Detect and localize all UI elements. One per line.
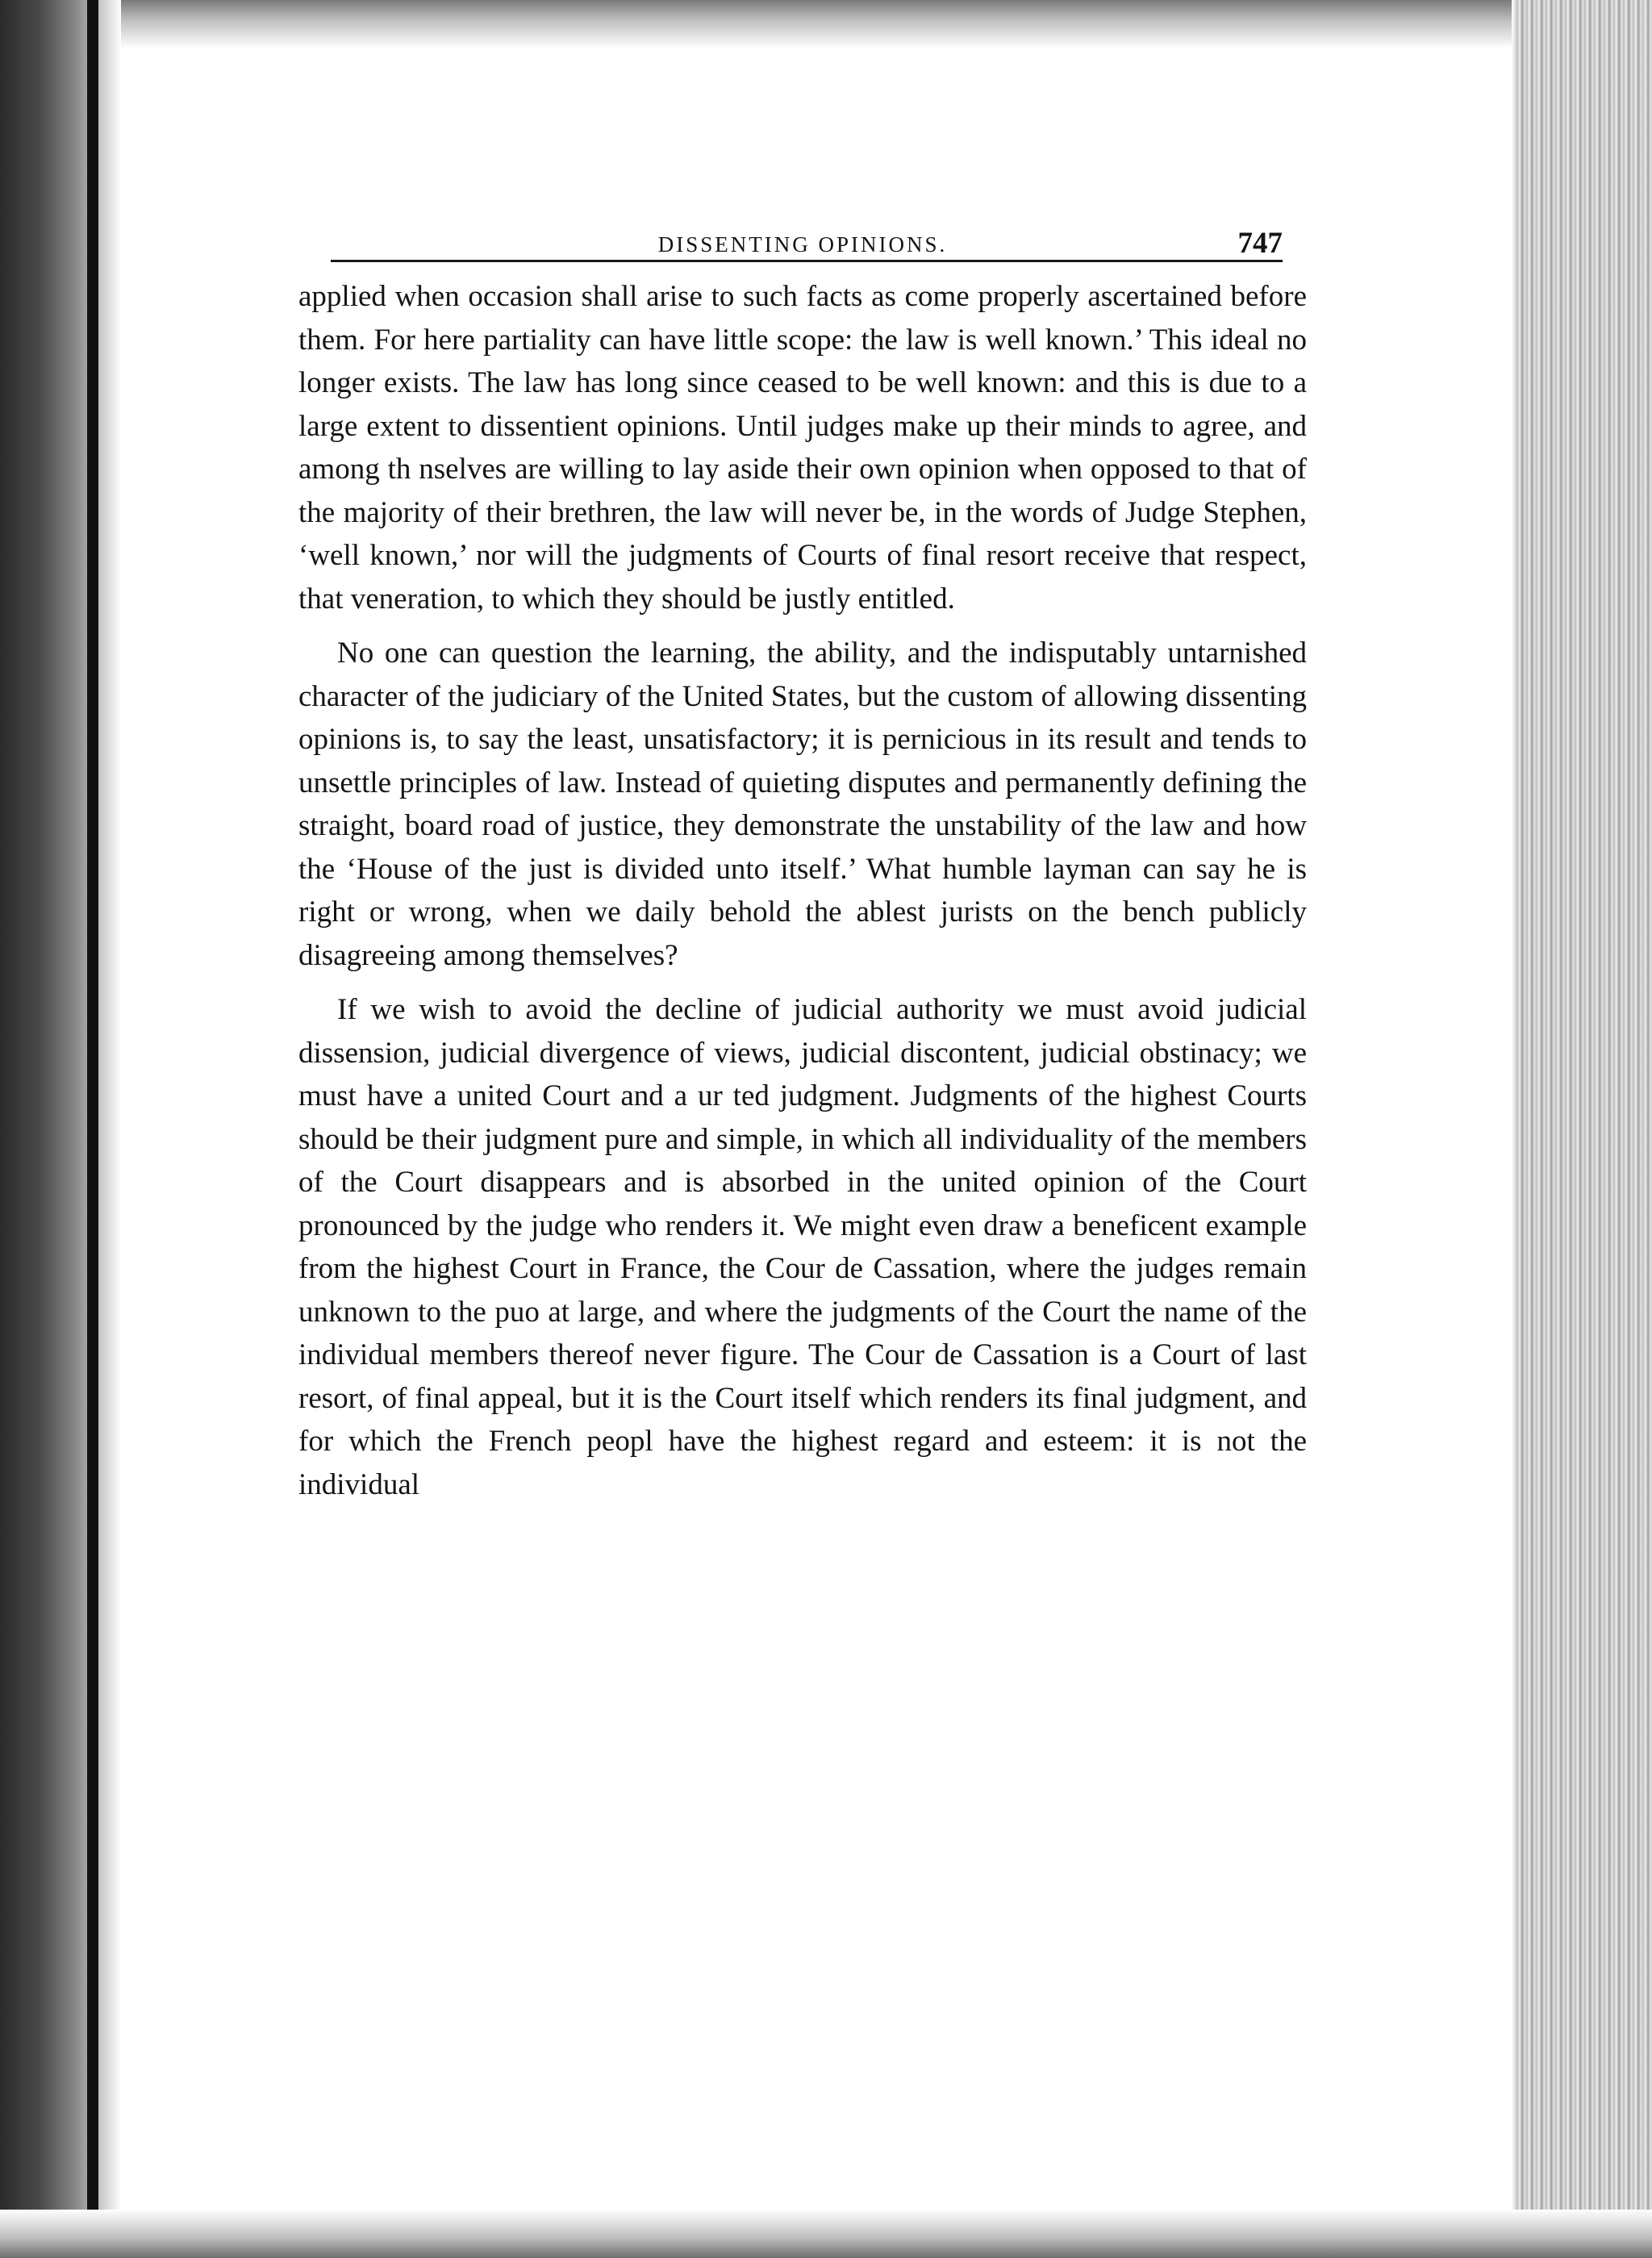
- paragraph-3: If we wish to avoid the decline of judicial authority we must avoid judicial dissension, judicial divergence of views, judicial discontent, judicial obstinacy; we must have a united Court and a ur ted judgment. Judgments of the highest Courts should be their judgment pure and simple, in which all individuality of the members of the Court disappears and is absorbed in the united opinion of the Court pronounced by the judge who renders it. We might even draw a beneficent example from the highest Court in France, the Cour de Cassation, where the judges remain unknown to the puo at large, and where the judgments of the Court the name of the individual members thereof never figure. The Cour de Cassation is a Court of last resort, of final appeal, but it is the Court itself which renders its final judgment, and for which the French peopl have the highest regard and esteem: it is not the individual: [298, 993, 1307, 1501]
- top-scan-edge: [0, 0, 1652, 48]
- page-number: 747: [1237, 227, 1283, 260]
- paragraph-2: No one can question the learning, the ability, and the indisputably untarnished character of the judiciary of the United States, but the custom of allowing dissenting opinions is, to say the least, unsatisfactory; it is pernicious in its result and tends to unsettle principles of law. Instead of quieting disputes and permanently defining the straight, board road of justice, they demonstrate the unstability of the law and how the ‘House of the just is divided unto itself.’ What humble layman can say he is right or wrong, when we daily behold the ablest jurists on the bench publicly disagreeing among themselves?: [298, 636, 1307, 972]
- left-binding-shadow: [0, 0, 121, 2258]
- bottom-scan-edge: [0, 2210, 1652, 2258]
- running-head-rule: [331, 260, 1283, 262]
- body-text: [298, 275, 1307, 1506]
- page-content: [298, 210, 1307, 2081]
- running-head: [298, 210, 1307, 270]
- left-binding-rule: [87, 0, 98, 2258]
- right-page-stack-edge: [1515, 0, 1652, 2258]
- running-head-title: DISSENTING OPINIONS.: [657, 232, 948, 257]
- paragraph-1: applied when occasion shall arise to such facts as come properly ascertained before them. For here partiality can have little scope: the law is well known.’ This ideal no longer exists. The law has long since ceased to be well known: and this is due to a large extent to dissentient opinions. Until judges make up their minds to agree, and among th nselves are willing to lay aside their own opinion when opposed to that of the majority of their brethren, the law will never be, in the words of Judge Stephen, ‘well known,’ nor will the judgments of Courts of final resort receive that respect, that veneration, to which they should be justly entitled.: [298, 280, 1307, 616]
